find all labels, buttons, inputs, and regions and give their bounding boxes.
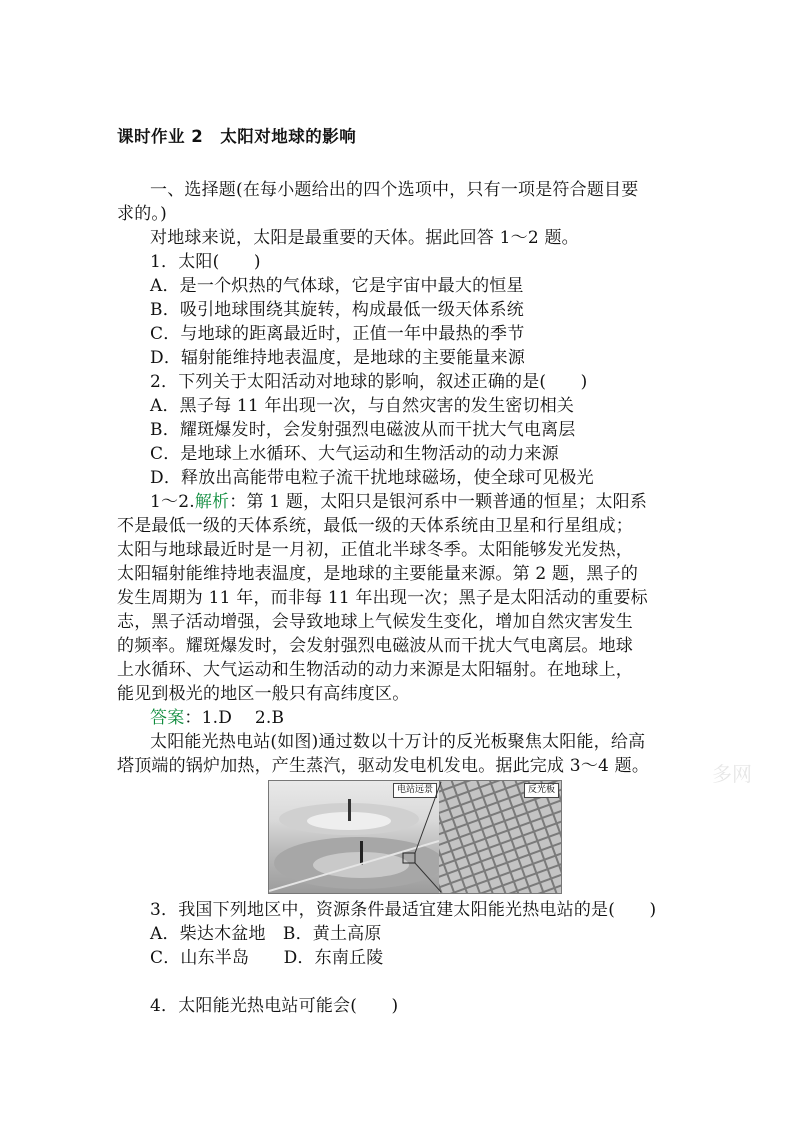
question-1-option-b: B．吸引地球围绕其旋转，构成最低一级天体系统 — [150, 300, 524, 320]
question-3-options-cd: C．山东半岛 D．东南丘陵 — [150, 948, 384, 968]
analysis-line: 的频率。耀斑爆发时，会发射强烈电磁波从而干扰大气电离层。地球 — [117, 636, 633, 656]
answer-line — [150, 706, 284, 730]
figure-label-reflector: 反光板 — [524, 783, 559, 798]
analysis-line: 第 1 题，太阳只是银河系中一颗普通的恒星；太阳系 — [246, 492, 648, 512]
question-2-option-d: D．释放出高能带电粒子流干扰地球磁场，使全球可见极光 — [150, 468, 594, 488]
analysis-line: 太阳与地球最近时是一月初，正值北半球冬季。太阳能够发光发热， — [117, 540, 633, 560]
analysis-line: 发生周期为 11 年，而非每 11 年出现一次；黑子是太阳活动的重要标 — [117, 588, 648, 608]
page-title: 课时作业 2 太阳对地球的影响 — [117, 127, 357, 146]
analysis-line: 志，黑子活动增强，会导致地球上气候发生变化，增加自然灾害发生 — [117, 612, 633, 632]
analysis-line: 上水循环、大气运动和生物活动的动力来源是太阳辐射。在地球上， — [117, 660, 633, 680]
analysis-prefix: 1～2. — [150, 492, 195, 512]
analysis-line: 太阳辐射能维持地表温度，是地球的主要能量来源。第 2 题，黑子的 — [117, 564, 639, 584]
analysis-label: 解析 — [194, 492, 230, 512]
question-2-stem: 2．下列关于太阳活动对地球的影响，叙述正确的是( ) — [150, 372, 588, 392]
solar-plant-figure — [268, 780, 562, 894]
analysis-colon: ： — [229, 492, 247, 512]
question-1-stem: 1．太阳( ) — [150, 252, 261, 272]
question-1-option-a: A．是一个炽热的气体球，它是宇宙中最大的恒星 — [150, 276, 524, 296]
analysis-line: 能见到极光的地区一般只有高纬度区。 — [117, 684, 410, 704]
intro-paragraph-2: 太阳能光热电站(如图)通过数以十万计的反光板聚焦太阳能，给高 — [150, 732, 646, 752]
watermark: 多网 — [712, 762, 752, 786]
analysis-first-line — [150, 490, 647, 514]
analysis-line: 不是最低一级的天体系统，最低一级的天体系统由卫星和行星组成； — [117, 516, 633, 536]
question-3-stem: 3．我国下列地区中，资源条件最适宜建太阳能光热电站的是( ) — [150, 900, 657, 920]
intro-paragraph-2-cont: 塔顶端的锅炉加热，产生蒸汽，驱动发电机发电。据此完成 3～4 题。 — [117, 756, 650, 776]
answer-text: ：1.D 2.B — [184, 708, 285, 728]
intro-paragraph: 对地球来说，太阳是最重要的天体。据此回答 1～2 题。 — [150, 228, 579, 248]
question-2-option-b: B．耀斑爆发时，会发射强烈电磁波从而干扰大气电离层 — [150, 420, 576, 440]
zoom-connector-lines — [269, 781, 561, 893]
answer-label: 答案 — [150, 708, 185, 728]
question-4-stem: 4．太阳能光热电站可能会( ) — [150, 996, 399, 1016]
question-2-option-a: A．黑子每 11 年出现一次，与自然灾害的发生密切相关 — [150, 396, 575, 416]
question-1-option-d: D．辐射能维持地表温度，是地球的主要能量来源 — [150, 348, 526, 368]
question-3-options-ab: A．柴达木盆地 B．黄土高原 — [150, 924, 382, 944]
question-2-option-c: C．是地球上水循环、大气运动和生物活动的动力来源 — [150, 444, 559, 464]
question-1-option-c: C．与地球的距离最近时，正值一年中最热的季节 — [150, 324, 525, 344]
section-heading-cont: 求的。) — [117, 204, 167, 224]
section-heading: 一、选择题(在每小题给出的四个选项中，只有一项是符合题目要 — [150, 180, 639, 200]
figure-label-overview: 电站远景 — [393, 783, 437, 798]
